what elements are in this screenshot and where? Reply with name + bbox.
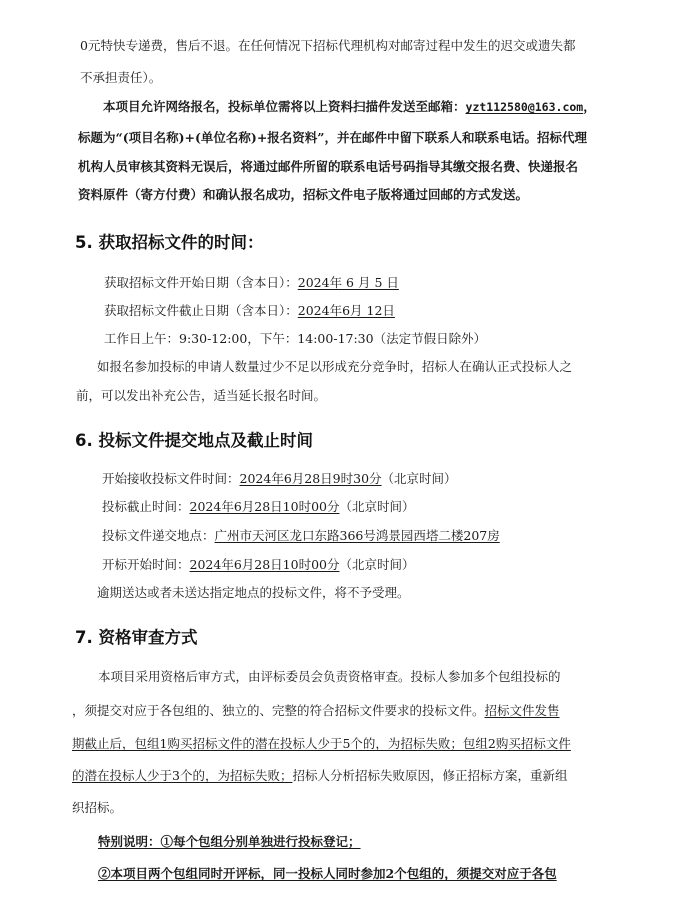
text-segment: ，须提交对应于各包组的、独立的、完整的符合招标文件要求的投标文件。 xyxy=(72,703,485,718)
text-line xyxy=(103,99,596,115)
text-line: 标题为“(项目名称)+(单位名称)+报名资料”，并在邮件中留下联系人和联系电话。招标代理 xyxy=(78,130,587,145)
special-note-label: 特别说明： xyxy=(98,834,161,849)
section-5-heading: 5. 获取招标文件的时间： xyxy=(75,233,264,252)
receive-time-row xyxy=(102,471,457,487)
text-line: 如报名参加投标的申请人数量过少不足以形成充分竞争时，招标人在确认正式投标人之 xyxy=(97,359,573,374)
special-note-row xyxy=(98,834,361,850)
text-line: 不承担责任）。 xyxy=(80,70,162,85)
special-note-item: ②本项目两个包组同时开评标，同一投标人同时参加2个包组的，须提交对应于各包 xyxy=(98,866,557,881)
start-date-value: 2024年 6 月 5 日 xyxy=(297,275,399,290)
special-note-item: ①每个包组分别单独进行投标登记； xyxy=(160,834,361,849)
receive-time-value: 2024年6月28日9时30分 xyxy=(239,471,382,486)
start-date-label: 获取招标文件开始日期（含本日）： xyxy=(104,275,298,290)
underlined-segment: 的潜在投标人少于3个的，为招标失败； xyxy=(72,768,293,783)
address-value: 广州市天河区龙口东路366号鸿景园西塔二楼207房 xyxy=(214,528,500,543)
late-submission-note: 逾期送达或者未送达指定地点的投标文件，将不予受理。 xyxy=(97,585,410,600)
text-segment: ， xyxy=(583,99,596,114)
opening-time-row xyxy=(102,557,415,573)
text-line xyxy=(72,703,560,719)
deadline-label: 投标截止时间： xyxy=(102,499,190,514)
text-line: 前，可以发出补充公告，适当延长报名时间。 xyxy=(76,388,327,403)
text-line: 0元特快专递费，售后不退。在任何情况下招标代理机构对邮寄过程中发生的迟交或遗失都 xyxy=(80,38,576,53)
end-date-row xyxy=(104,303,395,319)
working-hours: 工作日上午：9:30-12:00，下午：14:00-17:30（法定节假日除外） xyxy=(104,331,487,346)
text-segment: 招标人分析招标失败原因，修正招标方案，重新组 xyxy=(292,768,568,783)
receive-time-suffix: （北京时间） xyxy=(381,471,457,486)
address-row xyxy=(102,528,500,544)
opening-time-label: 开标开始时间： xyxy=(102,557,190,572)
end-date-value: 2024年6月 12日 xyxy=(297,303,395,318)
end-date-label: 获取招标文件截止日期（含本日）： xyxy=(104,303,298,318)
text-segment: 本项目允许网络报名，投标单位需将以上资料扫描件发送至邮箱： xyxy=(103,99,466,114)
opening-time-suffix: （北京时间） xyxy=(339,557,415,572)
start-date-row xyxy=(104,275,399,291)
address-label: 投标文件递交地点： xyxy=(102,528,215,543)
email-address: yzt112580@163.com xyxy=(465,100,584,114)
section-6-heading: 6. 投标文件提交地点及截止时间 xyxy=(75,431,313,450)
underlined-segment: 招标文件发售 xyxy=(484,703,560,718)
text-line: 资料原件（寄方付费）和确认报名成功，招标文件电子版将通过回邮的方式发送。 xyxy=(78,187,529,202)
section-7-heading: 7. 资格审查方式 xyxy=(75,628,198,647)
deadline-suffix: （北京时间） xyxy=(339,499,415,514)
deadline-value: 2024年6月28日10时00分 xyxy=(189,499,340,514)
text-line: 本项目采用资格后审方式，由评标委员会负责资格审查。投标人参加多个包组投标的 xyxy=(98,669,561,684)
text-line: 期截止后，包组1购买招标文件的潜在投标人少于5个的，为招标失败；包组2购买招标文件 xyxy=(72,736,571,751)
text-line: 机构人员审核其资料无误后，将通过邮件所留的联系电话号码指导其缴交报名费、快递报名 xyxy=(78,159,579,174)
text-line xyxy=(72,768,567,784)
opening-time-value: 2024年6月28日10时00分 xyxy=(189,557,340,572)
receive-time-label: 开始接收投标文件时间： xyxy=(102,471,240,486)
text-line: 织招标。 xyxy=(72,800,123,815)
deadline-row xyxy=(102,499,415,515)
